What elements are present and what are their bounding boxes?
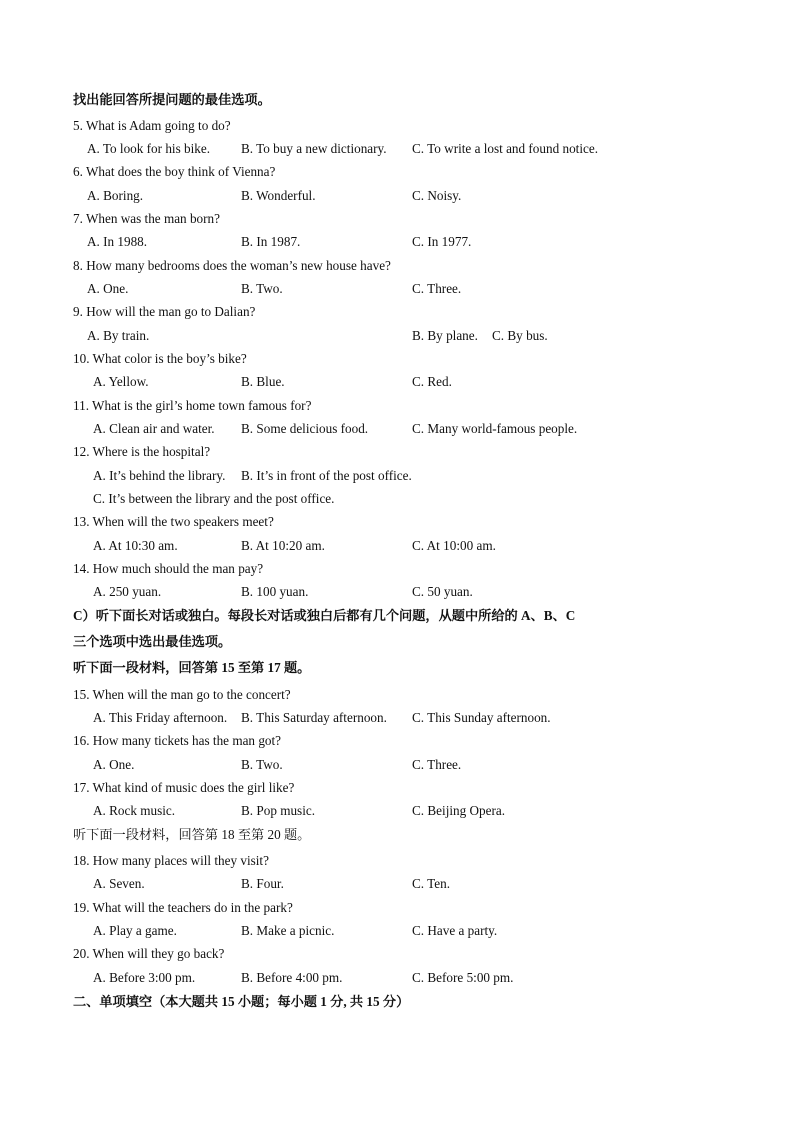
section-b-instruction: 找出能回答所提问题的最佳选项。 <box>73 92 271 107</box>
question-10: 10. What color is the boy’s bike? <box>73 351 247 366</box>
question-20-options <box>0 968 794 988</box>
option-a: A. Clean air and water. <box>93 421 215 436</box>
question-17-options <box>0 801 794 821</box>
option-b: B. Before 4:00 pm. <box>241 970 343 985</box>
option-a: A. In 1988. <box>87 234 148 249</box>
question-14: 14. How much should the man pay? <box>73 561 264 576</box>
question-9-options <box>0 326 794 346</box>
question-8: 8. How many bedrooms does the woman’s new house have? <box>73 258 391 273</box>
question-13: 13. When will the two speakers meet? <box>73 514 274 529</box>
question-15: 15. When will the man go to the concert? <box>73 687 291 702</box>
question-6-options <box>0 186 794 206</box>
option-a: A. Rock music. <box>93 803 176 818</box>
option-b: B. Two. <box>241 281 283 296</box>
question-10-options <box>0 372 794 392</box>
option-c: C. Red. <box>412 374 452 389</box>
question-19: 19. What will the teachers do in the park? <box>73 900 293 915</box>
option-a: A. Yellow. <box>93 374 149 389</box>
question-15-options <box>0 708 794 728</box>
option-b: B. At 10:20 am. <box>241 538 325 553</box>
option-a: A. One. <box>87 281 129 296</box>
option-b: B. Pop music. <box>241 803 316 818</box>
option-a: A. One. <box>93 757 135 772</box>
option-b: B. This Saturday afternoon. <box>241 710 387 725</box>
question-7: 7. When was the man born? <box>73 211 220 226</box>
option-c: C. Before 5:00 pm. <box>412 970 514 985</box>
option-c: C. Three. <box>412 757 462 772</box>
section-c-instruction: C）听下面长对话或独白。每段长对话或独白后都有几个问题，从题中所给的 A、B、C <box>73 608 576 623</box>
option-c: C. In 1977. <box>412 234 472 249</box>
option-c: C. Ten. <box>412 876 451 891</box>
question-19-options <box>0 921 794 941</box>
option-b: B. By plane. <box>412 328 478 343</box>
option-c: C. By bus. <box>492 328 548 343</box>
option-b: B. Some delicious food. <box>241 421 369 436</box>
question-13-options <box>0 536 794 556</box>
option-a: A. Boring. <box>87 188 144 203</box>
option-b: B. 100 yuan. <box>241 584 309 599</box>
option-b: B. It’s in front of the post office. <box>241 468 412 483</box>
question-7-options <box>0 232 794 252</box>
option-b: B. Blue. <box>241 374 285 389</box>
option-b: B. Wonderful. <box>241 188 316 203</box>
question-5: 5. What is Adam going to do? <box>73 118 231 133</box>
group-2-instruction: 听下面一段材料，回答第 18 至第 20 题。 <box>73 827 311 842</box>
option-c: C. 50 yuan. <box>412 584 473 599</box>
option-a: A. To look for his bike. <box>87 141 211 156</box>
option-c: C. To write a lost and found notice. <box>412 141 598 156</box>
question-18-options <box>0 874 794 894</box>
option-a: A. 250 yuan. <box>93 584 162 599</box>
option-b: B. To buy a new dictionary. <box>241 141 387 156</box>
option-c: C. At 10:00 am. <box>412 538 496 553</box>
option-c: C. Many world-famous people. <box>412 421 578 436</box>
option-b: B. Make a picnic. <box>241 923 335 938</box>
question-11: 11. What is the girl’s home town famous for? <box>73 398 312 413</box>
section-c-instruction-cont: 三个选项中选出最佳选项。 <box>73 634 232 649</box>
option-b: B. Four. <box>241 876 284 891</box>
question-11-options <box>0 419 794 439</box>
question-9: 9. How will the man go to Dalian? <box>73 304 256 319</box>
question-14-options <box>0 582 794 602</box>
question-20: 20. When will they go back? <box>73 946 225 961</box>
option-a: A. This Friday afternoon. <box>93 710 228 725</box>
question-12-option-c <box>0 489 794 509</box>
question-12: 12. Where is the hospital? <box>73 444 211 459</box>
option-c: C. This Sunday afternoon. <box>412 710 551 725</box>
option-c: C. Beijing Opera. <box>412 803 506 818</box>
option-c: C. It’s between the library and the post office. <box>93 491 335 506</box>
question-16-options <box>0 755 794 775</box>
option-c: C. Noisy. <box>412 188 462 203</box>
group-1-instruction: 听下面一段材料，回答第 15 至第 17 题。 <box>73 660 311 675</box>
question-5-options <box>0 139 794 159</box>
option-c: C. Have a party. <box>412 923 498 938</box>
option-c: C. Three. <box>412 281 462 296</box>
option-a: A. At 10:30 am. <box>93 538 178 553</box>
option-a: A. Play a game. <box>93 923 177 938</box>
option-b: B. Two. <box>241 757 283 772</box>
option-a: A. It’s behind the library. <box>93 468 226 483</box>
option-a: A. Before 3:00 pm. <box>93 970 196 985</box>
question-6: 6. What does the boy think of Vienna? <box>73 164 276 179</box>
option-b: B. In 1987. <box>241 234 301 249</box>
question-18: 18. How many places will they visit? <box>73 853 269 868</box>
option-a: A. By train. <box>87 328 150 343</box>
part-2-heading: 二、单项填空（本大题共 15 小题；每小题 1 分, 共 15 分） <box>73 994 410 1009</box>
option-a: A. Seven. <box>93 876 145 891</box>
question-17: 17. What kind of music does the girl like? <box>73 780 295 795</box>
question-16: 16. How many tickets has the man got? <box>73 733 282 748</box>
question-12-options-ab <box>0 466 794 486</box>
question-8-options <box>0 279 794 299</box>
